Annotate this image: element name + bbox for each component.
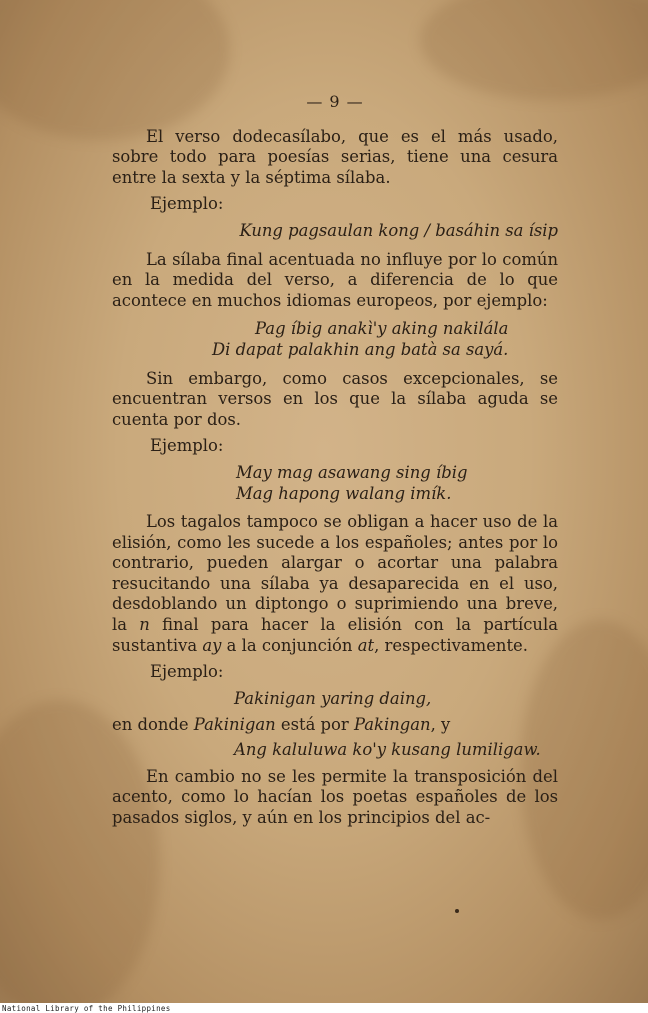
page-stain — [420, 0, 648, 100]
paragraph-6: En cambio no se les permite la transposición del acento, como lo hacían los poetas españoles de los pasados siglos, y aún en los principios del ac- — [112, 766, 558, 827]
paragraph-4-text: Los tagalos tampoco se obligan a hacer uso de la elisión, como les sucede a los españoles; antes por lo contrario, pueden alargar o acortar una palabra resucitando una sílaba ya desaparecida en el uso, desdoblando un diptongo o suprimiendo una breve, la — [112, 512, 558, 635]
paragraph-4-text: final para hacer la elisión con la partícula sustantiva — [112, 615, 559, 655]
paragraph-4-italic: n — [139, 615, 150, 635]
paragraph-4-italic: ay — [202, 635, 222, 655]
paragraph-4-italic: at — [357, 635, 375, 655]
verse-3a: May mag asawang sing íbig — [236, 462, 468, 482]
paragraph-2: La sílaba final acentuada no influye por lo común en la medida del verso, a diferencia de lo que acontece en muchos idiomas europeos, por ejemplo: — [112, 249, 558, 310]
paragraph-1: El verso dodecasílabo, que es el más usado, sobre todo para poesías serias, tiene una cesura entre la sexta y la séptima sílaba. — [112, 126, 558, 187]
library-credit: National Library of the Philippines — [2, 1004, 171, 1013]
explanation-italic: Pakinigan — [193, 715, 276, 735]
paragraph-4-text: a la conjunción — [221, 635, 358, 655]
explanation-text: está por — [275, 715, 354, 735]
explanation-text: , y — [430, 715, 451, 735]
paragraph-3: Sin embargo, como casos excepcionales, se encuentran versos en los que la sílaba aguda se cuenta por dos. — [112, 368, 558, 429]
paragraph-4 — [112, 512, 558, 656]
page-text — [112, 92, 558, 828]
verse-4: Pakinigan yaring daing, — [234, 688, 432, 708]
verse-2a: Pag íbig anakì'y aking nakilála — [255, 319, 509, 339]
verse-2b: Di dapat palakhin ang batà sa sayá. — [212, 339, 509, 359]
verse-1: Kung pagsaulan kong / basáhin sa ísip — [239, 220, 558, 240]
paragraph-4-text: , respectivamente. — [374, 635, 528, 655]
page-number: — 9 — — [306, 92, 364, 111]
explanation-text: en donde — [112, 715, 194, 735]
explanation-italic: Pakingan — [353, 715, 431, 735]
example-label-3: Ejemplo: — [150, 662, 224, 682]
example-label-2: Ejemplo: — [150, 436, 224, 456]
verse-3b: Mag hapong walang imík. — [236, 483, 452, 503]
explanation-line — [112, 715, 558, 736]
verse-5: Ang kaluluwa ko'y kusang lumiligaw. — [234, 740, 541, 760]
ink-spot — [455, 909, 459, 913]
example-label-1: Ejemplo: — [150, 194, 224, 214]
